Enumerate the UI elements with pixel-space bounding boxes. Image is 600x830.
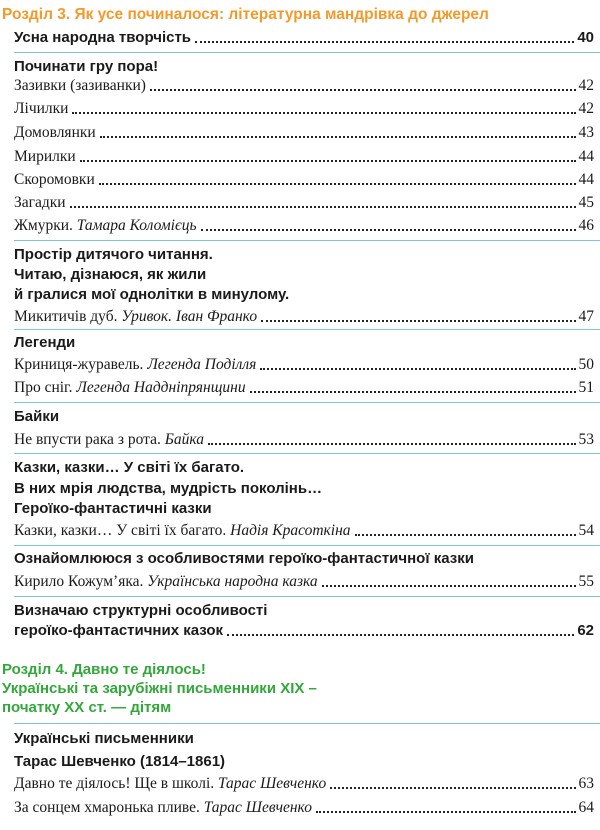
page-number: 45 <box>578 194 594 211</box>
leader-dots <box>322 585 576 587</box>
section-4-title: Розділ 4. Давно те діялось! <box>2 661 206 678</box>
page-number: 42 <box>578 77 594 94</box>
toc-entry[interactable] <box>14 428 594 450</box>
toc-entry-structure[interactable] <box>14 619 594 641</box>
leader-dots <box>72 112 575 114</box>
page-number: 63 <box>578 775 594 792</box>
page-number: 43 <box>578 124 594 141</box>
page-number: 54 <box>578 522 594 539</box>
page-number: 62 <box>577 622 594 639</box>
entry-title: Скоромовки <box>14 171 95 188</box>
toc-entry[interactable] <box>14 168 594 190</box>
toc-entry-folk[interactable] <box>14 26 594 48</box>
section-3-title: Розділ 3. Як усе починалося: літературна мандрівка до джерел <box>2 6 489 23</box>
leader-dots <box>261 320 575 322</box>
toc-entry[interactable] <box>14 570 594 592</box>
entry-title: Жмурки. Тамара Коломієць <box>14 217 197 234</box>
divider <box>14 240 600 241</box>
leader-dots <box>70 206 576 208</box>
leader-dots <box>195 41 574 43</box>
entry-title: Лічилки <box>14 100 69 117</box>
page-number: 40 <box>577 29 594 46</box>
writers-heading: Українські письменники <box>14 730 194 747</box>
toc-entry[interactable] <box>14 74 594 96</box>
page-number: 47 <box>578 308 594 325</box>
toc-entry[interactable] <box>14 376 594 398</box>
toc-entry[interactable] <box>14 305 594 327</box>
page-number: 44 <box>578 148 594 165</box>
entry-title: Усна народна творчість <box>14 29 192 46</box>
page-number: 64 <box>578 799 594 816</box>
leader-dots <box>355 534 576 536</box>
section-4-subtitle: початку XX ст. — дітям <box>2 699 172 716</box>
entry-title: Зазивки (зазиванки) <box>14 77 146 94</box>
entry-title: Не впусти рака з рота. Байка <box>14 431 204 448</box>
reading-heading-line: й гралися мої однолітки в минулому. <box>14 286 290 303</box>
leader-dots <box>99 183 576 185</box>
leader-dots <box>201 229 576 231</box>
divider <box>14 453 600 454</box>
leader-dots <box>316 811 576 813</box>
structure-heading: Визначаю структурні особливості <box>14 602 268 619</box>
entry-title: За сонцем хмаронька пливе. Тарас Шевченко <box>14 799 312 816</box>
page-number: 51 <box>578 379 594 396</box>
leader-dots <box>150 89 576 91</box>
page-number: 46 <box>578 217 594 234</box>
toc-entry[interactable] <box>14 145 594 167</box>
divider <box>14 329 600 330</box>
toc-entry[interactable] <box>14 353 594 375</box>
divider <box>14 52 600 53</box>
leader-dots <box>208 443 576 445</box>
entry-title: Давно те діялось! Ще в школі. Тарас Шевченко <box>14 775 327 792</box>
toc-entry[interactable] <box>14 97 594 119</box>
leader-dots <box>260 368 575 370</box>
entry-title: Про сніг. Легенда Наддніпрянщини <box>14 379 246 396</box>
tales-heading-line: В них мрія людства, мудрість поколінь… <box>14 480 323 497</box>
page-number: 55 <box>578 573 594 590</box>
divider <box>14 402 600 403</box>
entry-title: Микитичів дуб. Уривок. Іван Франко <box>14 308 258 325</box>
tales-heading-line: Героїко-фантастичні казки <box>14 500 212 517</box>
entry-title: Мирилки <box>14 148 76 165</box>
toc-entry[interactable] <box>14 519 594 541</box>
leader-dots <box>80 160 576 162</box>
game-heading: Починати гру пора! <box>14 58 159 75</box>
entry-title: Кирило Кожум’яка. Українська народна казка <box>14 573 318 590</box>
toc-entry[interactable] <box>14 214 594 236</box>
toc-entry[interactable] <box>14 796 594 818</box>
page-number: 42 <box>578 100 594 117</box>
leader-dots <box>250 391 576 393</box>
section-4-subtitle: Українські та зарубіжні письменники XIX – <box>2 680 317 697</box>
divider <box>14 723 600 724</box>
entry-title: Загадки <box>14 194 66 211</box>
divider <box>14 596 600 597</box>
entry-title: Криниця-журавель. Легенда Поділля <box>14 356 257 373</box>
divider <box>14 545 600 546</box>
entry-title: героїко-фантастичних казок <box>14 622 224 639</box>
entry-title: Домовлянки <box>14 124 96 141</box>
toc-entry[interactable] <box>14 191 594 213</box>
leader-dots <box>227 634 574 636</box>
fables-heading: Байки <box>14 408 60 425</box>
toc-entry[interactable] <box>14 121 594 143</box>
leader-dots <box>330 787 575 789</box>
page-number: 44 <box>578 171 594 188</box>
toc-entry[interactable] <box>14 772 594 794</box>
entry-title: Казки, казки… У світі їх багато. Надія Красоткіна <box>14 522 351 539</box>
leader-dots <box>100 136 576 138</box>
page-number: 53 <box>578 431 594 448</box>
reading-heading-line: Читаю, дізнаюся, як жили <box>14 266 207 283</box>
author-heading: Тарас Шевченко (1814–1861) <box>14 753 226 770</box>
page-number: 50 <box>578 356 594 373</box>
reading-heading-line: Простір дитячого читання. <box>14 246 213 263</box>
legends-heading: Легенди <box>14 334 76 351</box>
features-heading: Ознайомлююся з особливостями героїко-фантастичної казки <box>14 550 474 567</box>
tales-heading-line: Казки, казки… У світі їх багато. <box>14 459 245 476</box>
